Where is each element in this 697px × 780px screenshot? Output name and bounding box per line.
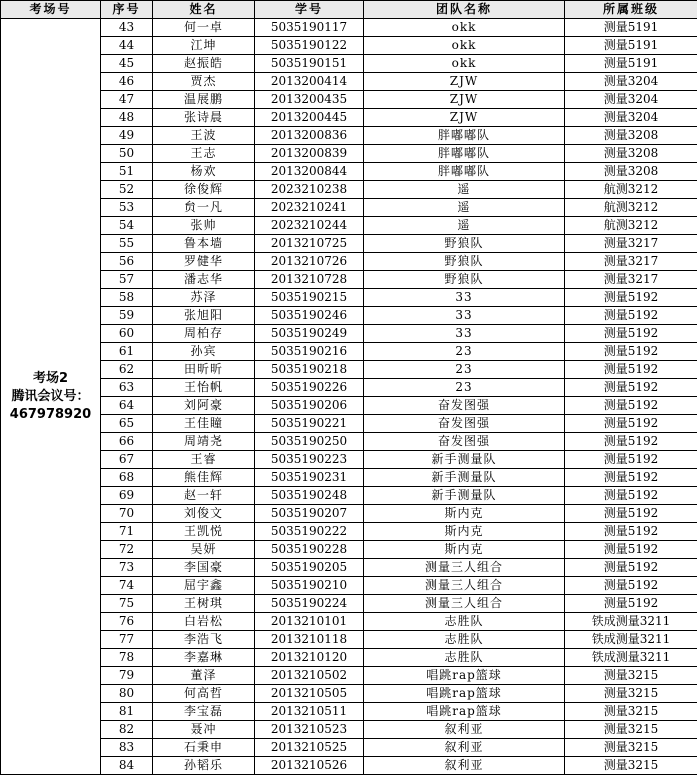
student-name-cell[interactable]: 鲁本墙 <box>153 235 255 253</box>
student-name-cell[interactable]: 赵一轩 <box>153 487 255 505</box>
student-id-cell[interactable]: 5035190224 <box>255 595 364 613</box>
row-no-cell[interactable]: 80 <box>101 685 153 703</box>
class-cell[interactable]: 航测3212 <box>565 199 697 217</box>
student-id-cell[interactable]: 5035190221 <box>255 415 364 433</box>
table-row <box>1 469 697 487</box>
class-cell[interactable]: 测量3215 <box>565 757 697 775</box>
class-cell[interactable]: 测量5191 <box>565 55 697 73</box>
student-id-cell[interactable]: 5035190205 <box>255 559 364 577</box>
team-name-cell[interactable]: ZJW <box>364 73 565 91</box>
student-id-cell[interactable]: 2013210505 <box>255 685 364 703</box>
table-row <box>1 163 697 181</box>
team-name-cell[interactable]: 奋发图强 <box>364 433 565 451</box>
team-name-cell[interactable]: okk <box>364 19 565 37</box>
class-cell[interactable]: 测量3208 <box>565 145 697 163</box>
table-row <box>1 649 697 667</box>
student-name-cell[interactable]: 王志 <box>153 145 255 163</box>
team-name-cell[interactable]: 23 <box>364 361 565 379</box>
team-name-cell[interactable]: 野狼队 <box>364 253 565 271</box>
student-name-cell[interactable]: 何高哲 <box>153 685 255 703</box>
header-name[interactable]: 姓名 <box>153 1 255 19</box>
class-cell[interactable]: 铁成测量3211 <box>565 649 697 667</box>
team-name-cell[interactable]: okk <box>364 37 565 55</box>
student-id-cell[interactable]: 2023210244 <box>255 217 364 235</box>
table-row <box>1 703 697 721</box>
row-no-cell[interactable]: 57 <box>101 271 153 289</box>
class-cell[interactable]: 测量5192 <box>565 541 697 559</box>
table-row <box>1 397 697 415</box>
table-row <box>1 37 697 55</box>
class-cell[interactable]: 测量3204 <box>565 73 697 91</box>
student-id-cell[interactable]: 2013210726 <box>255 253 364 271</box>
student-id-cell[interactable]: 2013210728 <box>255 271 364 289</box>
class-cell[interactable]: 测量5192 <box>565 469 697 487</box>
student-id-cell[interactable]: 5035190228 <box>255 541 364 559</box>
student-id-cell[interactable]: 5035190250 <box>255 433 364 451</box>
row-no-cell[interactable]: 75 <box>101 595 153 613</box>
row-no-cell[interactable]: 52 <box>101 181 153 199</box>
row-no-cell[interactable]: 76 <box>101 613 153 631</box>
table-row <box>1 757 697 775</box>
class-cell[interactable]: 测量5192 <box>565 343 697 361</box>
team-name-cell[interactable]: 唱跳rap篮球 <box>364 703 565 721</box>
team-name-cell[interactable]: 志胜队 <box>364 649 565 667</box>
class-cell[interactable]: 测量3215 <box>565 685 697 703</box>
student-name-cell[interactable]: 周柏存 <box>153 325 255 343</box>
table-row <box>1 559 697 577</box>
exam-room-cell[interactable]: 考场2 腾讯会议号： 467978920 <box>1 19 101 775</box>
class-cell[interactable]: 测量5192 <box>565 433 697 451</box>
class-cell[interactable]: 测量3215 <box>565 667 697 685</box>
team-name-cell[interactable]: 志胜队 <box>364 613 565 631</box>
class-cell[interactable]: 测量3208 <box>565 163 697 181</box>
class-cell[interactable]: 航测3212 <box>565 217 697 235</box>
student-name-cell[interactable]: 罗健华 <box>153 253 255 271</box>
student-name-cell[interactable]: 董泽 <box>153 667 255 685</box>
class-cell[interactable]: 测量5192 <box>565 505 697 523</box>
class-cell[interactable]: 测量3217 <box>565 253 697 271</box>
table-row <box>1 685 697 703</box>
table-row <box>1 235 697 253</box>
student-id-cell[interactable]: 2013200414 <box>255 73 364 91</box>
row-no-cell[interactable]: 49 <box>101 127 153 145</box>
class-cell[interactable]: 测量3215 <box>565 739 697 757</box>
student-name-cell[interactable]: 杨欢 <box>153 163 255 181</box>
team-name-cell[interactable]: 奋发图强 <box>364 397 565 415</box>
student-name-cell[interactable]: 李国豪 <box>153 559 255 577</box>
header-class[interactable]: 所属班级 <box>565 1 697 19</box>
table-body <box>1 19 697 775</box>
table-row <box>1 721 697 739</box>
student-id-cell[interactable]: 2013200435 <box>255 91 364 109</box>
student-id-cell[interactable]: 2023210241 <box>255 199 364 217</box>
row-no-cell[interactable]: 51 <box>101 163 153 181</box>
student-name-cell[interactable]: 屈宇鑫 <box>153 577 255 595</box>
team-name-cell[interactable]: ZJW <box>364 91 565 109</box>
student-name-cell[interactable]: 田昕昕 <box>153 361 255 379</box>
student-id-cell[interactable]: 5035190249 <box>255 325 364 343</box>
student-name-cell[interactable]: 苏泽 <box>153 289 255 307</box>
class-cell[interactable]: 测量3217 <box>565 271 697 289</box>
row-no-cell[interactable]: 60 <box>101 325 153 343</box>
table-row <box>1 505 697 523</box>
row-no-cell[interactable]: 56 <box>101 253 153 271</box>
row-no-cell[interactable]: 70 <box>101 505 153 523</box>
student-name-cell[interactable]: 王怡帆 <box>153 379 255 397</box>
class-cell[interactable]: 测量5192 <box>565 595 697 613</box>
team-name-cell[interactable]: 胖嘟嘟队 <box>364 163 565 181</box>
table-row <box>1 145 697 163</box>
table-row <box>1 667 697 685</box>
table-row <box>1 181 697 199</box>
student-id-cell[interactable]: 2013210511 <box>255 703 364 721</box>
table-row <box>1 217 697 235</box>
student-name-cell[interactable]: 贾杰 <box>153 73 255 91</box>
row-no-cell[interactable]: 66 <box>101 433 153 451</box>
team-name-cell[interactable]: 测量三人组合 <box>364 577 565 595</box>
student-name-cell[interactable]: 白岩松 <box>153 613 255 631</box>
team-name-cell[interactable]: 胖嘟嘟队 <box>364 127 565 145</box>
team-name-cell[interactable]: 23 <box>364 343 565 361</box>
team-name-cell[interactable]: 斯内克 <box>364 523 565 541</box>
row-no-cell[interactable]: 83 <box>101 739 153 757</box>
table-row <box>1 289 697 307</box>
student-id-cell[interactable]: 2013210725 <box>255 235 364 253</box>
class-cell[interactable]: 测量3208 <box>565 127 697 145</box>
team-name-cell[interactable]: 叙利亚 <box>364 739 565 757</box>
student-id-cell[interactable]: 5035190117 <box>255 19 364 37</box>
student-name-cell[interactable]: 潘志华 <box>153 271 255 289</box>
row-no-cell[interactable]: 84 <box>101 757 153 775</box>
team-name-cell[interactable]: 叙利亚 <box>364 757 565 775</box>
team-name-cell[interactable]: 志胜队 <box>364 631 565 649</box>
student-id-cell[interactable]: 2013200839 <box>255 145 364 163</box>
row-no-cell[interactable]: 44 <box>101 37 153 55</box>
student-id-cell[interactable]: 5035190223 <box>255 451 364 469</box>
team-name-cell[interactable]: 新手测量队 <box>364 469 565 487</box>
student-name-cell[interactable]: 王佳瞳 <box>153 415 255 433</box>
table-row <box>1 199 697 217</box>
team-name-cell[interactable]: 叙利亚 <box>364 721 565 739</box>
student-id-cell[interactable]: 5035190216 <box>255 343 364 361</box>
table-row <box>1 19 697 37</box>
student-id-cell[interactable]: 5035190215 <box>255 289 364 307</box>
team-name-cell[interactable]: ZJW <box>364 109 565 127</box>
class-cell[interactable]: 测量3204 <box>565 109 697 127</box>
team-name-cell[interactable]: 斯内克 <box>364 505 565 523</box>
student-name-cell[interactable]: 李嘉琳 <box>153 649 255 667</box>
class-cell[interactable]: 测量5192 <box>565 361 697 379</box>
student-id-cell[interactable]: 5035190122 <box>255 37 364 55</box>
header-student-id[interactable]: 学号 <box>255 1 364 19</box>
row-no-cell[interactable]: 78 <box>101 649 153 667</box>
row-no-cell[interactable]: 62 <box>101 361 153 379</box>
team-name-cell[interactable]: 唱跳rap篮球 <box>364 667 565 685</box>
table-row <box>1 577 697 595</box>
table-row <box>1 307 697 325</box>
row-no-cell[interactable]: 59 <box>101 307 153 325</box>
student-name-cell[interactable]: 赵振皓 <box>153 55 255 73</box>
student-name-cell[interactable]: 石秉申 <box>153 739 255 757</box>
row-no-cell[interactable]: 68 <box>101 469 153 487</box>
table-row <box>1 487 697 505</box>
team-name-cell[interactable]: 遥 <box>364 181 565 199</box>
table-row <box>1 631 697 649</box>
student-id-cell[interactable]: 5035190206 <box>255 397 364 415</box>
class-cell[interactable]: 测量3215 <box>565 703 697 721</box>
table-row <box>1 595 697 613</box>
row-no-cell[interactable]: 54 <box>101 217 153 235</box>
table-row <box>1 379 697 397</box>
row-no-cell[interactable]: 53 <box>101 199 153 217</box>
student-id-cell[interactable]: 5035190222 <box>255 523 364 541</box>
row-no-cell[interactable]: 81 <box>101 703 153 721</box>
row-no-cell[interactable]: 74 <box>101 577 153 595</box>
student-id-cell[interactable]: 2013200445 <box>255 109 364 127</box>
class-cell[interactable]: 测量3204 <box>565 91 697 109</box>
class-cell[interactable]: 测量5192 <box>565 487 697 505</box>
row-no-cell[interactable]: 47 <box>101 91 153 109</box>
class-cell[interactable]: 测量5191 <box>565 37 697 55</box>
table-row <box>1 109 697 127</box>
team-name-cell[interactable]: 新手测量队 <box>364 451 565 469</box>
student-name-cell[interactable]: 何一卓 <box>153 19 255 37</box>
table-row <box>1 523 697 541</box>
class-cell[interactable]: 测量3217 <box>565 235 697 253</box>
table-row <box>1 91 697 109</box>
team-name-cell[interactable]: 野狼队 <box>364 271 565 289</box>
class-cell[interactable]: 测量5192 <box>565 289 697 307</box>
table-row <box>1 343 697 361</box>
class-cell[interactable]: 测量3215 <box>565 721 697 739</box>
student-id-cell[interactable]: 5035190248 <box>255 487 364 505</box>
student-id-cell[interactable]: 2013210523 <box>255 721 364 739</box>
class-cell[interactable]: 铁成测量3211 <box>565 631 697 649</box>
row-no-cell[interactable]: 65 <box>101 415 153 433</box>
team-name-cell[interactable]: 斯内克 <box>364 541 565 559</box>
row-no-cell[interactable]: 63 <box>101 379 153 397</box>
team-name-cell[interactable]: okk <box>364 55 565 73</box>
student-name-cell[interactable]: 刘阿豪 <box>153 397 255 415</box>
student-name-cell[interactable]: 徐俊辉 <box>153 181 255 199</box>
table-row <box>1 415 697 433</box>
row-no-cell[interactable]: 58 <box>101 289 153 307</box>
student-name-cell[interactable]: 刘俊文 <box>153 505 255 523</box>
student-name-cell[interactable]: 聂冲 <box>153 721 255 739</box>
student-name-cell[interactable]: 王凯悦 <box>153 523 255 541</box>
student-name-cell[interactable]: 吴妍 <box>153 541 255 559</box>
table-row <box>1 253 697 271</box>
student-name-cell[interactable]: 李浩飞 <box>153 631 255 649</box>
table-row <box>1 55 697 73</box>
student-id-cell[interactable]: 2013210525 <box>255 739 364 757</box>
student-id-cell[interactable]: 2013210120 <box>255 649 364 667</box>
student-id-cell[interactable]: 2013200836 <box>255 127 364 145</box>
student-name-cell[interactable]: 李宝磊 <box>153 703 255 721</box>
table-row <box>1 271 697 289</box>
student-id-cell[interactable]: 5035190218 <box>255 361 364 379</box>
student-name-cell[interactable]: 孙韬乐 <box>153 757 255 775</box>
team-name-cell[interactable]: 测量三人组合 <box>364 595 565 613</box>
student-id-cell[interactable]: 2013210502 <box>255 667 364 685</box>
student-id-cell[interactable]: 5035190207 <box>255 505 364 523</box>
header-room[interactable]: 考场号 <box>1 1 101 19</box>
header-team[interactable]: 团队名称 <box>364 1 565 19</box>
row-no-cell[interactable]: 45 <box>101 55 153 73</box>
student-id-cell[interactable]: 2013210118 <box>255 631 364 649</box>
class-cell[interactable]: 测量5192 <box>565 415 697 433</box>
row-no-cell[interactable]: 55 <box>101 235 153 253</box>
student-name-cell[interactable]: 王波 <box>153 127 255 145</box>
student-name-cell[interactable]: 熊佳辉 <box>153 469 255 487</box>
row-no-cell[interactable]: 71 <box>101 523 153 541</box>
row-no-cell[interactable]: 64 <box>101 397 153 415</box>
class-cell[interactable]: 测量5192 <box>565 397 697 415</box>
team-name-cell[interactable]: 遥 <box>364 199 565 217</box>
class-cell[interactable]: 测量5192 <box>565 379 697 397</box>
row-no-cell[interactable]: 72 <box>101 541 153 559</box>
student-id-cell[interactable]: 2013210101 <box>255 613 364 631</box>
team-name-cell[interactable]: 唱跳rap篮球 <box>364 685 565 703</box>
row-no-cell[interactable]: 50 <box>101 145 153 163</box>
student-name-cell[interactable]: 王树琪 <box>153 595 255 613</box>
student-id-cell[interactable]: 5035190210 <box>255 577 364 595</box>
student-name-cell[interactable]: 周靖尧 <box>153 433 255 451</box>
row-no-cell[interactable]: 61 <box>101 343 153 361</box>
team-name-cell[interactable]: 33 <box>364 307 565 325</box>
student-name-cell[interactable]: 张诗晨 <box>153 109 255 127</box>
row-no-cell[interactable]: 73 <box>101 559 153 577</box>
team-name-cell[interactable]: 奋发图强 <box>364 415 565 433</box>
class-cell[interactable]: 测量5192 <box>565 451 697 469</box>
table-row <box>1 361 697 379</box>
student-name-cell[interactable]: 张旭阳 <box>153 307 255 325</box>
row-no-cell[interactable]: 43 <box>101 19 153 37</box>
table-row <box>1 127 697 145</box>
class-cell[interactable]: 铁成测量3211 <box>565 613 697 631</box>
class-cell[interactable]: 测量5192 <box>565 559 697 577</box>
student-name-cell[interactable]: 温展鹏 <box>153 91 255 109</box>
student-id-cell[interactable]: 5035190231 <box>255 469 364 487</box>
team-name-cell[interactable]: 33 <box>364 325 565 343</box>
table-row <box>1 541 697 559</box>
student-name-cell[interactable]: 张帅 <box>153 217 255 235</box>
row-no-cell[interactable]: 79 <box>101 667 153 685</box>
row-no-cell[interactable]: 77 <box>101 631 153 649</box>
student-name-cell[interactable]: 江坤 <box>153 37 255 55</box>
class-cell[interactable]: 测量5191 <box>565 19 697 37</box>
row-no-cell[interactable]: 46 <box>101 73 153 91</box>
student-id-cell[interactable]: 5035190151 <box>255 55 364 73</box>
class-cell[interactable]: 测量5192 <box>565 577 697 595</box>
student-id-cell[interactable]: 2013200844 <box>255 163 364 181</box>
student-id-cell[interactable]: 5035190226 <box>255 379 364 397</box>
team-name-cell[interactable]: 33 <box>364 289 565 307</box>
student-name-cell[interactable]: 孙宾 <box>153 343 255 361</box>
class-cell[interactable]: 航测3212 <box>565 181 697 199</box>
table-row <box>1 73 697 91</box>
row-no-cell[interactable]: 82 <box>101 721 153 739</box>
row-no-cell[interactable]: 48 <box>101 109 153 127</box>
student-id-cell[interactable]: 2013210526 <box>255 757 364 775</box>
student-name-cell[interactable]: 贠一凡 <box>153 199 255 217</box>
class-cell[interactable]: 测量5192 <box>565 307 697 325</box>
student-name-cell[interactable]: 王睿 <box>153 451 255 469</box>
team-name-cell[interactable]: 23 <box>364 379 565 397</box>
header-no[interactable]: 序号 <box>101 1 153 19</box>
table-row <box>1 325 697 343</box>
team-name-cell[interactable]: 野狼队 <box>364 235 565 253</box>
table-row <box>1 451 697 469</box>
student-id-cell[interactable]: 2023210238 <box>255 181 364 199</box>
team-name-cell[interactable]: 测量三人组合 <box>364 559 565 577</box>
row-no-cell[interactable]: 69 <box>101 487 153 505</box>
class-cell[interactable]: 测量5192 <box>565 523 697 541</box>
row-no-cell[interactable]: 67 <box>101 451 153 469</box>
table-row <box>1 613 697 631</box>
header-row <box>1 1 697 19</box>
class-cell[interactable]: 测量5192 <box>565 325 697 343</box>
table-row <box>1 739 697 757</box>
team-name-cell[interactable]: 遥 <box>364 217 565 235</box>
student-id-cell[interactable]: 5035190246 <box>255 307 364 325</box>
team-name-cell[interactable]: 新手测量队 <box>364 487 565 505</box>
table-row <box>1 433 697 451</box>
team-name-cell[interactable]: 胖嘟嘟队 <box>364 145 565 163</box>
